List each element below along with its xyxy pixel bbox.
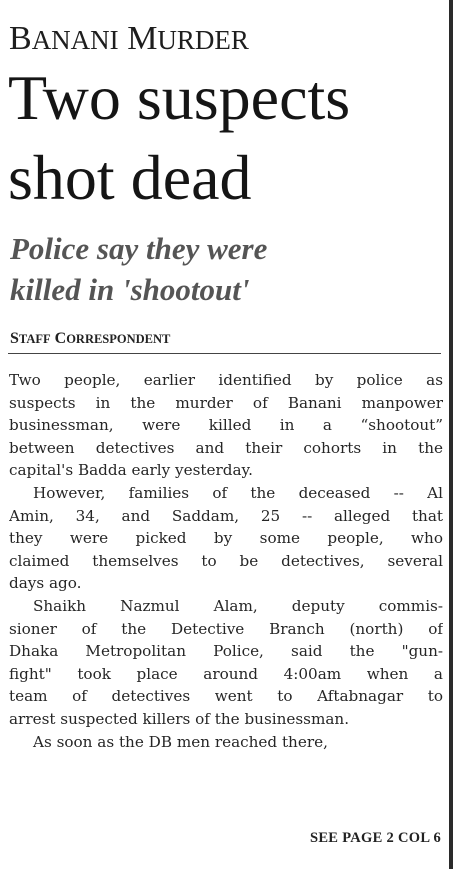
kicker-word-2-rest: URDER — [157, 25, 249, 55]
body-line: fight" took place around 4:00am when a — [9, 664, 443, 683]
article-paragraph-3 — [9, 595, 443, 731]
body-line: days ago. — [9, 574, 82, 593]
article-body — [9, 369, 443, 753]
kicker-word-1-rest: ANANI — [31, 25, 119, 55]
byline-word-2-rest: ORRESPONDENT — [66, 332, 171, 346]
body-line: businessman, were killed in a “shootout” — [9, 416, 443, 435]
article-paragraph-4 — [9, 731, 443, 754]
body-line: claimed themselves to be detectives, several — [9, 551, 443, 570]
subheadline-line-2: killed in 'shootout' — [10, 272, 250, 307]
body-line: Amin, 34, and Saddam, 25 -- alleged that — [9, 506, 443, 525]
byline-word-1-rest: TAFF — [18, 332, 51, 346]
body-line: However, families of the deceased -- Al — [33, 483, 443, 502]
headline-line-1: Two suspects — [8, 62, 351, 133]
kicker-word-2-initial: M — [127, 20, 158, 57]
byline — [10, 329, 170, 349]
article-paragraph-2 — [9, 482, 443, 595]
body-line: between detectives and their cohorts in the — [9, 438, 443, 457]
kicker — [9, 20, 249, 59]
column-rule — [449, 0, 453, 869]
body-line: sioner of the Detective Branch (north) of — [9, 619, 443, 638]
body-line: As soon as the DB men reached there, — [33, 732, 328, 751]
body-line: suspects in the murder of Banani manpower — [9, 393, 443, 412]
continued-on-page-link[interactable]: SEE PAGE 2 COL 6 — [309, 830, 441, 846]
headline — [8, 58, 448, 218]
body-line: arrest suspected killers of the businessman. — [9, 709, 350, 728]
subheadline — [10, 228, 450, 310]
body-line: Dhaka Metropolitan Police, said the "gun- — [9, 642, 443, 661]
byline-word-2-initial: C — [54, 330, 67, 347]
byline-divider — [8, 353, 441, 354]
subheadline-line-1: Police say they were — [10, 231, 268, 266]
body-line: Shaikh Nazmul Alam, deputy commis- — [33, 596, 443, 615]
byline-word-1-initial: S — [10, 330, 19, 347]
body-line: team of detectives went to Aftabnagar to — [9, 687, 443, 706]
body-line: they were picked by some people, who — [9, 529, 443, 548]
article-paragraph-1 — [9, 369, 443, 482]
headline-line-2: shot dead — [8, 142, 252, 213]
body-line: capital's Badda early yesterday. — [9, 461, 253, 480]
body-line: Two people, earlier identified by police as — [9, 371, 443, 389]
kicker-word-1-initial: B — [9, 20, 32, 57]
